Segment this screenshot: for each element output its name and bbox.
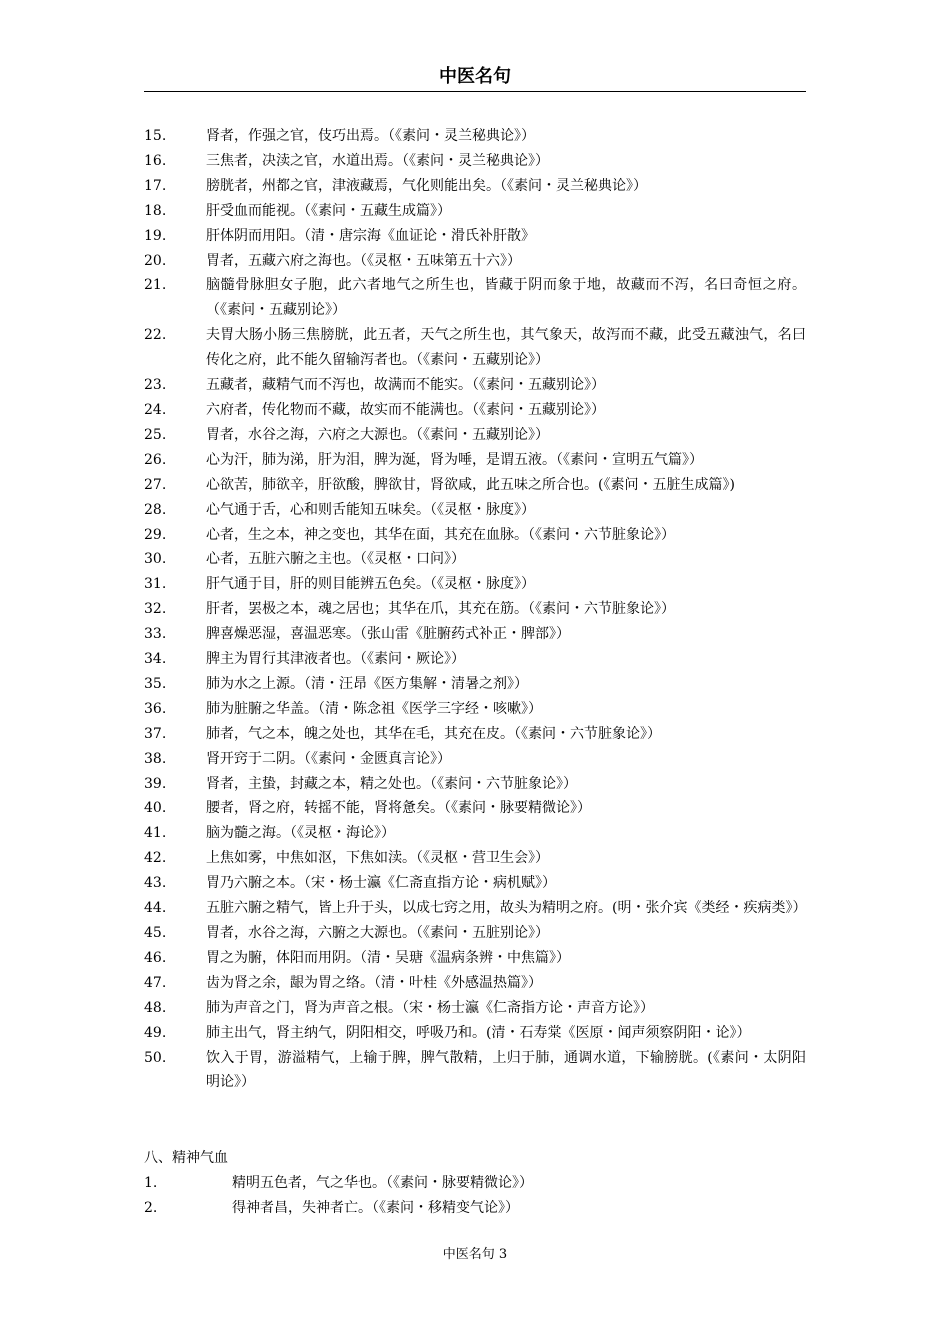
list-item	[144, 199, 806, 224]
item-number: 48.	[144, 999, 167, 1016]
item-text: 五脏六腑之精气，皆上升于头，以成七窍之用，故头为精明之府。(明・张介宾《类经・疾病类》）	[206, 900, 807, 917]
list-item	[144, 448, 806, 473]
item-text: 肾者，作强之官，伎巧出焉。（《素问・灵兰秘典论》）	[206, 128, 535, 144]
item-text: 肝体阴而用阳。（清・唐宗海《血证论・滑氏补肝散》	[206, 227, 535, 244]
list-item	[144, 896, 806, 921]
item-number: 26.	[144, 451, 167, 468]
list-item	[144, 996, 806, 1021]
item-text: 六府者，传化物而不藏，故实而不能满也。（《素问・五藏别论》）	[206, 401, 605, 418]
item-text: 胃乃六腑之本。（宋・杨士瀛《仁斋直指方论・病机赋》）	[206, 875, 556, 892]
item-text: 饮入于胃，游溢精气，上输于脾，脾气散精，上归于肺，通调水道，下输膀胱。(《素问・太阴阳明论》）	[206, 1049, 806, 1091]
list-item	[144, 921, 806, 946]
list-item	[144, 273, 806, 323]
item-number: 42.	[144, 850, 167, 867]
item-text: 胃之为腑，体阳而用阴。（清・吴瑭《温病条辨・中焦篇》）	[206, 949, 570, 966]
item-text: 膀胱者，州都之官，津液藏焉，气化则能出矣。（《素问・灵兰秘典论》）	[206, 177, 647, 194]
item-text: 得神者昌，失神者亡。（《素问・移精变气论》）	[232, 1199, 519, 1216]
item-number: 20.	[144, 252, 167, 269]
list-item	[144, 174, 806, 199]
list-item	[144, 547, 806, 572]
item-text: 脑为髓之海。（《灵枢・海论》）	[206, 825, 395, 842]
item-number: 31.	[144, 576, 167, 593]
page-header-title: 中医名句	[439, 66, 511, 87]
item-number: 50.	[144, 1049, 167, 1066]
list-item	[144, 523, 806, 548]
item-text: 心为汗，肺为涕，肝为泪，脾为涎，肾为唾，是谓五液。（《素问・宣明五气篇》）	[206, 451, 703, 468]
list-item	[144, 323, 806, 373]
list-item	[144, 249, 806, 274]
list-item	[144, 423, 806, 448]
list-item	[144, 373, 806, 398]
item-number: 41.	[144, 825, 167, 842]
item-text: 肺者，气之本，魄之处也，其华在毛，其充在皮。（《素问・六节脏象论》）	[206, 725, 661, 742]
list-item	[144, 747, 806, 772]
item-text: 脾主为胃行其津液者也。（《素问・厥论》）	[206, 651, 465, 668]
list-item	[144, 149, 806, 174]
quote-list	[144, 124, 806, 1095]
list-item	[144, 796, 806, 821]
item-number: 33.	[144, 626, 167, 643]
list-item	[144, 622, 806, 647]
list-item	[144, 224, 806, 249]
item-number: 45.	[144, 925, 167, 941]
list-item	[144, 871, 806, 896]
item-text: 肾开窍于二阴。（《素问・金匮真言论》）	[206, 750, 451, 767]
item-number: 24.	[144, 401, 167, 418]
item-text: 脾喜燥恶湿，喜温恶寒。（张山雷《脏腑药式补正・脾部》）	[206, 626, 570, 643]
section-title: 八、精神气血	[144, 1150, 228, 1166]
item-text: 肾者，主蛰，封藏之本，精之处也。（《素问・六节脏象论》）	[206, 775, 577, 792]
list-item	[144, 846, 806, 871]
item-number: 46.	[144, 949, 167, 966]
list-item	[144, 124, 806, 149]
section-list-item	[144, 1196, 806, 1221]
item-number: 32.	[144, 601, 167, 618]
item-text: 肝受血而能视。（《素问・五藏生成篇》）	[206, 202, 451, 219]
item-text: 心者，五脏六腑之主也。（《灵枢・口问》）	[206, 551, 465, 568]
item-number: 37.	[144, 725, 167, 742]
item-number: 25.	[144, 426, 167, 443]
item-number: 29.	[144, 526, 167, 543]
item-text: 上焦如雾，中焦如沤，下焦如渎。（《灵枢・营卫生会》）	[206, 850, 549, 867]
list-item	[144, 821, 806, 846]
item-text: 心欲苦，肺欲辛，肝欲酸，脾欲甘，肾欲咸，此五味之所合也。(《素问・五脏生成篇》)	[206, 476, 735, 493]
item-number: 19.	[144, 227, 167, 244]
item-number: 27.	[144, 476, 167, 493]
item-text: 胃者，水谷之海，六腑之大源也。（《素问・五脏别论》）	[206, 925, 549, 941]
list-item	[144, 672, 806, 697]
item-number: 15.	[144, 128, 167, 144]
item-number: 49.	[144, 1024, 167, 1041]
list-item	[144, 647, 806, 672]
item-text: 心者，生之本，神之变也，其华在面，其充在血脉。（《素问・六节脏象论》）	[206, 526, 675, 543]
list-item	[144, 572, 806, 597]
item-text: 三焦者，决渎之官，水道出焉。（《素问・灵兰秘典论》）	[206, 152, 549, 169]
item-text: 肺为水之上源。（清・汪昂《医方集解・清暑之剂》）	[206, 675, 528, 692]
section-list-item	[144, 1171, 806, 1196]
item-number: 35.	[144, 675, 167, 692]
list-item	[144, 772, 806, 797]
item-number: 16.	[144, 152, 167, 169]
item-number: 40.	[144, 800, 167, 817]
list-item	[144, 971, 806, 996]
item-text: 胃者，五藏六府之海也。（《灵枢・五味第五十六》）	[206, 252, 521, 269]
item-number: 17.	[144, 177, 167, 194]
item-number: 30.	[144, 551, 167, 568]
item-text: 肺为声音之门，肾为声音之根。（宋・杨士瀛《仁斋指方论・声音方论》）	[206, 999, 654, 1016]
item-number: 1.	[144, 1174, 158, 1191]
list-item	[144, 697, 806, 722]
item-number: 44.	[144, 900, 167, 917]
page-footer: 中医名句 3	[442, 1247, 508, 1262]
list-item	[144, 1021, 806, 1046]
item-text: 齿为肾之余，龈为胃之络。（清・叶桂《外感温热篇》）	[206, 974, 542, 991]
list-item	[144, 1046, 806, 1096]
list-item	[144, 597, 806, 622]
item-number: 38.	[144, 750, 167, 767]
item-number: 39.	[144, 775, 167, 792]
item-number: 23.	[144, 377, 167, 394]
item-text: 脑髓骨脉胆女子胞，此六者地气之所生也，皆藏于阴而象于地，故藏而不泻，名曰奇恒之府。（《素问・五藏别论》）	[206, 277, 806, 319]
item-text: 胃者，水谷之海，六府之大源也。（《素问・五藏别论》）	[206, 426, 549, 443]
item-number: 47.	[144, 974, 167, 991]
list-item	[144, 722, 806, 747]
item-text: 五藏者，藏精气而不泻也，故满而不能实。（《素问・五藏别论》）	[206, 377, 605, 394]
item-number: 22.	[144, 327, 167, 344]
item-number: 21.	[144, 277, 167, 294]
list-item	[144, 498, 806, 523]
item-text: 肺主出气，肾主纳气，阴阳相交，呼吸乃和。(清・石寿棠《医原・闻声须察阴阳・论》）	[206, 1024, 751, 1041]
item-number: 2.	[144, 1199, 158, 1216]
list-item	[144, 946, 806, 971]
item-number: 18.	[144, 202, 167, 219]
item-number: 28.	[144, 501, 167, 518]
item-number: 34.	[144, 651, 167, 668]
item-number: 43.	[144, 875, 167, 892]
item-text: 夫胃大肠小肠三焦膀胱，此五者，天气之所生也，其气象天，故泻而不藏，此受五藏浊气，名曰传化之府，此不能久留输泻者也。（《素问・五藏别论》）	[206, 327, 806, 369]
item-text: 心气通于舌，心和则舌能知五味矣。（《灵枢・脉度》）	[206, 501, 535, 518]
item-text: 腰者，肾之府，转摇不能，肾将惫矣。（《素问・脉要精微论》）	[206, 800, 591, 817]
header-rule	[144, 91, 806, 92]
list-item	[144, 398, 806, 423]
item-number: 36.	[144, 700, 167, 717]
item-text: 肝者，罢极之本，魂之居也；其华在爪，其充在筋。（《素问・六节脏象论》）	[206, 601, 675, 618]
list-item	[144, 473, 806, 498]
item-text: 肺为脏腑之华盖。（清・陈念祖《医学三字经・咳嗽》）	[206, 700, 542, 717]
section-spirit-qi-blood	[144, 1146, 806, 1221]
item-text: 精明五色者，气之华也。（《素问・脉要精微论》）	[232, 1174, 533, 1191]
item-text: 肝气通于目，肝的则目能辨五色矣。（《灵枢・脉度》）	[206, 576, 535, 593]
